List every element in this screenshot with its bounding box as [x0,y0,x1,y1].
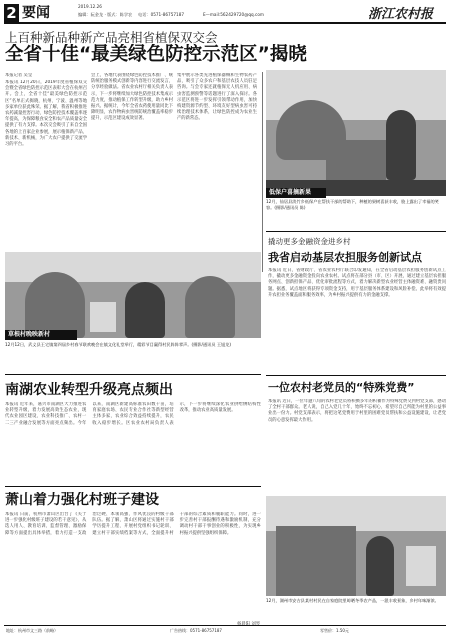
finance-body: 本报讯 近日，省财政厅、省农业农村厅联合印发通知，在全省启动基层农担服务创新试点工作，撬动更多金融资金投向农业农村。试点将在部分县（市、区）开展，通过建立基层农担服务网点、创新担保产品、优化审批流程等方式，着力解决新型农业经营主体融资难、融资贵问题。据悉，试点地区将获得专项资金支持，用于基层服务体系建设和风险补偿。此举将有效提升农担业务覆盖面和服务效率，为乡村振兴提供有力的金融支撑。 [268,268,446,298]
xiaoshan-sign [180,621,260,627]
lead-col-1: 本报讯 12月20日，2019年度省植保双交会暨全省绿色防控示范区表彰大会在杭州召开。会上，全省十佳“最美绿色防控示范区”名单正式揭晓，杭州、宁波、温州等地多家单位获此殊荣。据了解，我省积极推进农药减量控害行动，绿色防控技术覆盖率逐年提高，为保障粮食安全和农产品质量安全提供了有力支撑。本次交会吸引了来自全国各地的上百家企业参展，展示植保新产品、新技术、新机械，为广大农户提供了交流学习的平台。 [5,80,87,148]
party-headline: 一位农村老党员的“特殊党费” [268,381,415,394]
harvest-photo [266,70,446,196]
xiaoshan-headline: 萧山着力强化村班子建设 [5,492,159,508]
harvest-caption-tag: 低保户喜摘新果 [266,188,326,198]
lead-byline: 本报记者 吴莹 [5,73,33,78]
courtyard-caption: 12月，湖州市安吉县某村村民在自家庭院里晾晒冬季农产品，一派丰收景象，乡村年味渐浓。 [266,598,439,603]
finance-kicker: 撬动更多金融资金进乡村 [268,237,351,246]
left-bottom-rule [5,486,261,487]
footer-price: 零售价：1.50元 [320,628,349,633]
footer-address: 地址：杭州市文三路（前略） [6,628,58,633]
gala-caption: 12月12日，武义县王宅镇第四届乡村春节联欢晚会在镇文化礼堂举行，精彩节目赢得村民阵阵掌声。(摄影/通讯员 王旭龙) [5,342,232,347]
footer-rule [4,625,446,626]
section-title: 要闻 [22,5,50,21]
lead-col-2: 会上，各地代表围绕绿色防控技术推广、统防统治服务模式创新等内容进行交流发言，分享经验做法。省农业农村厅相关负责人表示，下一步将继续加大绿色防控技术集成示范力度，推动植保工作转型升级，助力乡村振兴。据统计，今年全省农药使用量同比下降明显，农作物病虫害统防统治覆盖率稳步提升，示范区建设成效显著。 [91,73,173,122]
finance-headline: 我省启动基层农担服务创新试点 [268,251,422,264]
page-number-box: 2 [4,4,19,22]
xiaoshan-body: 本报讯 日前，杭州市萧山区出台了《关于进一步强化村级班子建设的若干意见》，从选人用人、教育培训、监督管理、激励保障等方面提出具体举措，着力打造一支政治过硬、本领高强、作风优良的村级干部队伍。据了解，萧山区将通过实施村干部学历提升工程、开展村党组织书记轮训、建立村干部实绩档案等方式，全面提升村干部的综合素质和履职能力。同时，进一步完善村干部报酬待遇和激励机制，充分调动村干部干事创业的积极性，为实现乡村振兴提供坚强组织保障。 [5,512,261,536]
masthead-logo: 浙江农村报 [368,7,434,22]
harvest-caption: 12月，仙居县淡竹乡低保户在帮扶干部的帮助下，种植的果树喜获丰收，脸上露出了幸福的笑容。(摄影/通讯员 陈) [266,199,439,210]
nanhu-headline: 南湖农业转型升级亮点频出 [5,382,173,398]
nanhu-body: 本报讯 近年来，嘉兴市南湖区大力推进农业转型升级，着力发展高效生态农业，现代农业园区建设、农业科技推广、农村一二三产业融合发展等方面亮点频出。今年以来，南湖区新建高标准农田数千亩，培育家庭农场、农民专业合作社等新型经营主体多家，农业综合效益持续提升，农民收入稳步增长。区农业农村局负责人表示，下一步将继续深化农业供给侧结构性改革，推动农业高质量发展。 [5,402,261,426]
gala-caption-tag: 草根村晚映新村 [5,330,77,340]
right-top-rule [266,231,446,232]
lead-divider [262,72,263,272]
lead-col-3: 集中展示各类先进植保器械和生物农药产品，吸引了众多农户和基层农技人员驻足咨询。与会专家还就植保无人机应用、病虫害监测预警等话题进行了深入探讨。各示范区将进一步发挥引领带动作用，加快构建资源节约型、环境友好型病虫害可持续治理技术体系，让绿色防控成为农业生产的新常态。 [177,73,257,122]
header-editor: 编辑：阮金龙 · 版式：陈学农 [78,12,133,17]
party-body: 本报讯 近日，一位年逾八旬的农村老党员将积攒多年的积蓄作为特殊党费交到村党支部，感动了全村干部群众。老人说，自己入党几十年，始终不忘初心，希望尽自己所能为村里的公益事业出一份力。村党支部表示，将把这笔党费用于村里的困难党员帮扶和公益设施建设，让老党员的心意发挥最大作用。 [268,399,446,423]
left-mid-rule [5,374,261,375]
courtyard-photo [266,496,446,596]
header-phone: 电话：0571-86757187 [138,12,185,17]
lead-headline: 全省十佳“最美绿色防控示范区”揭晓 [5,44,307,65]
party-rule [266,375,446,376]
footer-ad-line: 广告热线：0571-86757187 [170,628,222,633]
header-date: 2019.12.26 [78,4,102,9]
village-gala-photo [5,252,261,338]
header-rule [4,22,446,24]
header-email: E—mail:562429720@qq.com [203,12,264,17]
lead-kicker: 上百种新品种新产品亮相省植保双交会 [5,30,218,45]
